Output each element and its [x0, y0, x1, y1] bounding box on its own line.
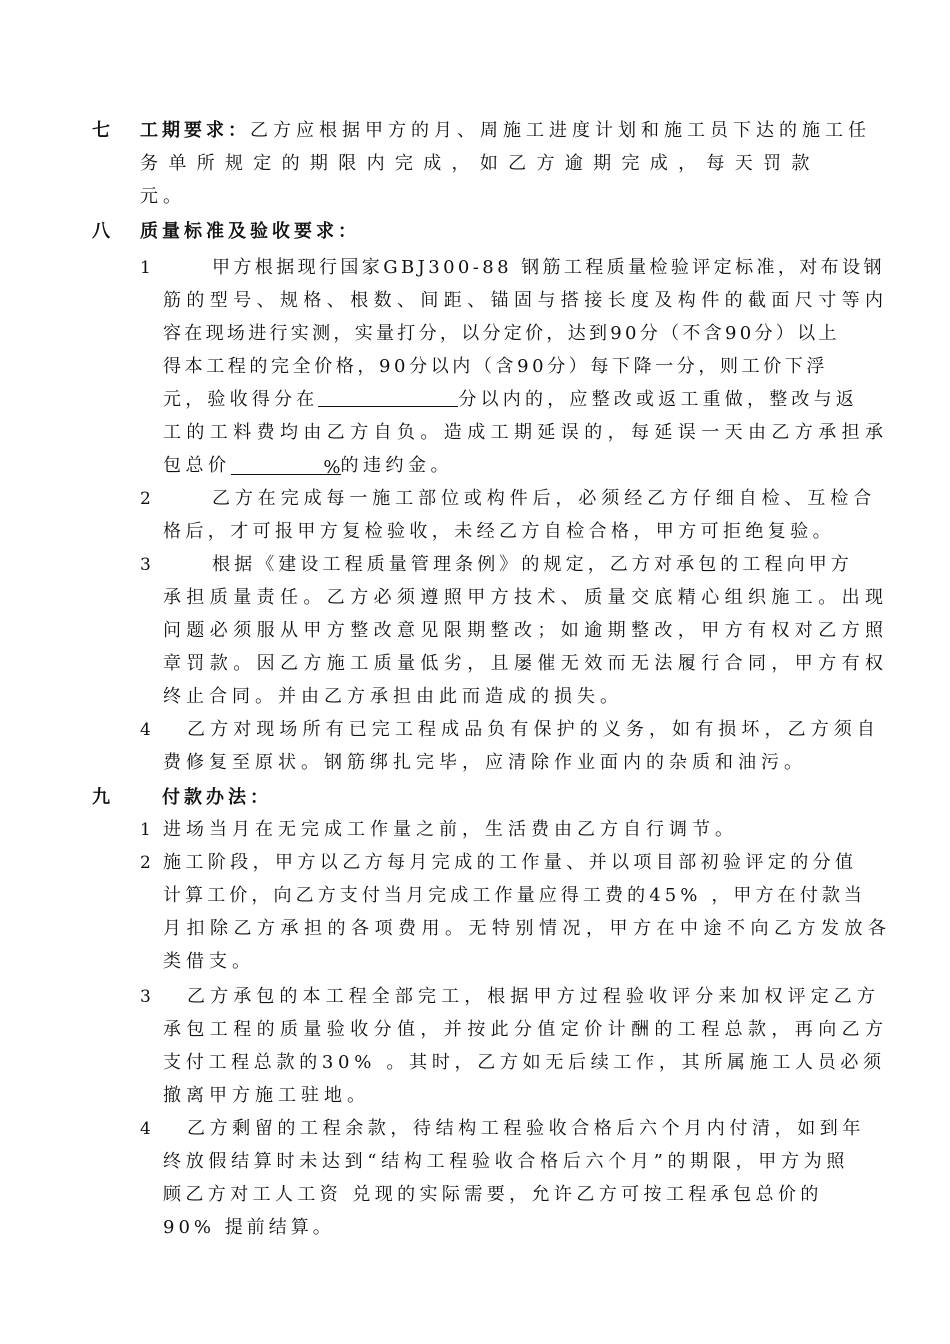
item-8-2-line-2: 格后，才可报甲方复检验收，未经乙方自检合格，甲方可拒绝复验。: [163, 521, 835, 542]
item-9-4-line-1: 乙方剩留的工程余款，待结构工程验收合格后六个月内付清，如到年: [187, 1118, 865, 1139]
item-8-1-number: 1: [140, 258, 151, 278]
section-7-line-3: 元。: [140, 186, 186, 207]
section-8-number: 八: [92, 221, 114, 242]
item-8-1-line-5: [163, 388, 858, 412]
item-8-3-line-5: 终止合同。并由乙方承担由此而造成的损失。: [163, 686, 623, 707]
item-9-3-line-3: 支付工程总款的30% 。其时，乙方如无后续工作，其所属施工人员必须: [163, 1052, 886, 1073]
item-8-1-line-7b: 的违约金。: [340, 455, 453, 476]
penalty-percent-blank[interactable]: [231, 456, 341, 478]
item-9-2-line-2: 计算工价，向乙方支付当月完成工作量应得工费的45% ，甲方在付款当: [163, 885, 867, 906]
section-7-line-1: [140, 119, 871, 143]
item-9-3-line-4: 撤离甲方施工驻地。: [163, 1085, 370, 1106]
item-8-1-line-4: 得本工程的完全价格，90分以内（含90分）每下降一分，则工价下浮: [163, 356, 829, 377]
section-7-title: 工期要求：: [140, 120, 250, 141]
item-8-2-number: 2: [140, 489, 151, 509]
item-8-3-line-4: 章罚款。因乙方施工质量低劣，且屡催无效而无法履行合同，甲方有权: [163, 653, 889, 674]
item-9-2-line-1: 施工阶段，甲方以乙方每月完成的工作量、并以项目部初验评定的分值: [163, 852, 858, 873]
item-8-3-line-3: 问题必须服从甲方整改意见限期整改；如逾期整改，甲方有权对乙方照: [163, 620, 889, 641]
item-8-3-line-1: 根据《建设工程质量管理条例》的规定，乙方对承包的工程向甲方: [212, 554, 853, 575]
item-8-4-line-1: 乙方对现场所有已完工程成品负有保护的义务，如有损坏，乙方须自: [187, 719, 880, 740]
item-9-3-line-1: 乙方承包的本工程全部完工，根据甲方过程验收评分来加权评定乙方: [187, 986, 880, 1007]
item-9-2-number: 2: [140, 853, 151, 873]
item-8-1-line-3: 容在现场进行实测，实量打分，以分定价，达到90分（不含90分）以上: [163, 323, 840, 344]
item-9-4-line-4: 90% 提前结算。: [163, 1217, 335, 1238]
item-9-4-line-2: 终放假结算时未达到“结构工程验收合格后六个月”的期限，甲方为照: [163, 1151, 850, 1172]
section-7-line-2: 务 单 所 规 定 的 期 限 内 完 成 ， 如 乙 方 逾 期 完 成 ， 每 天 罚 款: [140, 153, 812, 174]
section-8-title: 质量标准及验收要求：: [140, 221, 360, 242]
section-9-title: 付款办法：: [162, 787, 272, 808]
item-8-1-line-2: 筋的型号、规格、根数、间距、锚固与搭接长度及构件的截面尺寸等内: [163, 290, 889, 311]
item-9-2-line-4: 类借支。: [163, 951, 255, 972]
item-9-3-number: 3: [140, 987, 151, 1007]
item-9-1-line-1: 进场当月在无完成工作量之前，生活费由乙方自行调节。: [163, 819, 738, 840]
item-8-1-line-5a: 元，验收得分在: [163, 389, 319, 410]
item-9-4-number: 4: [140, 1119, 151, 1139]
item-8-3-line-2: 承担质量责任。乙方必须遵照甲方技术、质量交底精心组织施工。出现: [163, 587, 889, 608]
item-8-1-line-7a: 包总价: [163, 455, 231, 476]
item-8-2-line-1: 乙方在完成每一施工部位或构件后，必须经乙方仔细自检、互检合: [212, 488, 877, 509]
item-8-4-number: 4: [140, 720, 151, 740]
item-8-4-line-2: 费修复至原状。钢筋绑扎完毕，应清除作业面内的杂质和油污。: [163, 752, 807, 773]
section-7-number: 七: [92, 120, 114, 141]
item-8-1-line-1: 甲方根据现行国家GBJ300-88 钢筋工程质量检验评定标准，对布设钢: [212, 257, 885, 278]
item-8-3-number: 3: [140, 555, 151, 575]
percent-sign: %: [323, 457, 341, 478]
item-8-1-line-7: [163, 454, 453, 478]
item-9-2-line-3: 月扣除乙方承担的各项费用。无特别情况，甲方在中途不向乙方发放各: [163, 918, 892, 939]
item-9-3-line-2: 承包工程的质量验收分值，并按此分值定价计酬的工程总款，再向乙方: [163, 1019, 889, 1040]
item-8-1-line-6: 工的工料费均由乙方自负。造成工期延误的，每延误一天由乙方承担承: [163, 422, 889, 443]
section-9-number: 九: [92, 787, 114, 808]
item-9-4-line-3: 顾乙方对工人工资 兑现的实际需要，允许乙方可按工程承包总价的: [163, 1184, 823, 1205]
section-7-text-1: 乙方应根据甲方的月、周施工进度计划和施工员下达的施工任: [250, 120, 871, 141]
score-blank[interactable]: [318, 388, 458, 407]
item-9-1-number: 1: [140, 820, 151, 840]
item-8-1-line-5b: 分以内的，应整改或返工重做，整改与返: [458, 389, 859, 410]
